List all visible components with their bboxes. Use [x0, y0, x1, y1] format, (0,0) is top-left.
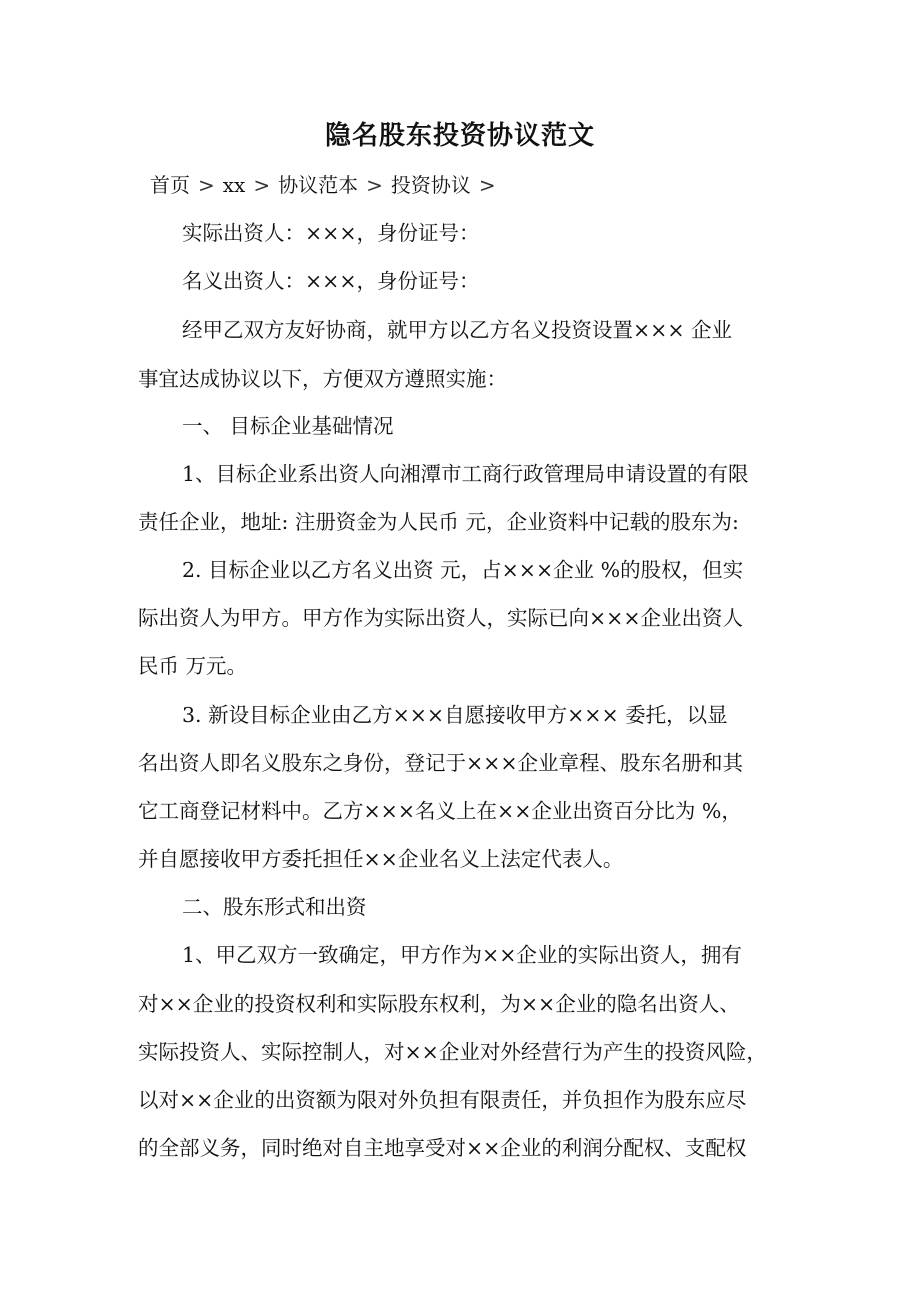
breadcrumb-xx-link[interactable]: xx — [222, 173, 246, 197]
breadcrumb-separator: > — [366, 173, 383, 197]
breadcrumb-separator: > — [253, 173, 271, 197]
body-text-line: 实际投资人、实际控制人，对××企业对外经营行为产生的投资风险， — [138, 1040, 767, 1064]
body-text-line: 责任企业，地址: 注册资金为人民币 元，企业资料中记载的股东为: — [138, 510, 739, 534]
actual-investor-line: 实际出资人：×××，身份证号： — [182, 221, 480, 245]
page-title: 隐名股东投资协议范文 — [324, 121, 595, 151]
body-text-line: 经甲乙双方友好协商，就甲方以乙方名义投资设置××× 企业 — [182, 318, 733, 342]
body-text-line: 它工商登记材料中。乙方×××名义上在××企业出资百分比为 %， — [138, 799, 742, 823]
breadcrumb-home-link[interactable]: 首页 — [150, 173, 190, 197]
body-text-line: 1、目标企业系出资人向湘潭市工商行政管理局申请设置的有限 — [182, 462, 749, 486]
body-text-line: 以对××企业的出资额为限对外负担有限责任，并负担作为股东应尽 — [138, 1088, 747, 1112]
body-text-line: 对××企业的投资权利和实际股东权利，为××企业的隐名出资人、 — [138, 992, 740, 1016]
body-text-line: 名出资人即名义股东之身份，登记于×××企业章程、股东名册和其 — [138, 751, 744, 775]
body-text-line: 事宜达成协议以下，方便双方遵照实施： — [138, 367, 507, 391]
breadcrumb-agreement-templates-link[interactable]: 协议范本 — [278, 173, 359, 197]
section-heading: 二、股东形式和出资 — [182, 895, 367, 919]
body-text-line: 的全部义务，同时绝对自主地享受对××企业的利润分配权、支配权 — [138, 1136, 747, 1160]
nominal-investor-line: 名义出资人：×××，身份证号： — [182, 269, 480, 293]
body-text-line: 并自愿接收甲方委托担任××企业名义上法定代表人。 — [138, 847, 624, 871]
breadcrumb-separator: > — [198, 173, 215, 197]
breadcrumb — [150, 170, 504, 200]
body-text-line: 3. 新设目标企业由乙方×××自愿接收甲方××× 委托，以显 — [182, 703, 728, 727]
body-text-line: 民币 万元。 — [138, 654, 248, 678]
body-text-line: 际出资人为甲方。甲方作为实际出资人，实际已向×××企业出资人 — [138, 606, 744, 630]
breadcrumb-separator: > — [478, 173, 496, 197]
body-text-line: 1、甲乙双方一致确定，甲方作为××企业的实际出资人，拥有 — [182, 943, 742, 967]
section-heading: 一、 目标企业基础情况 — [182, 414, 394, 438]
body-text-line: 2. 目标企业以乙方名义出资 元，占×××企业 %的股权，但实 — [182, 558, 744, 582]
breadcrumb-investment-agreement-link[interactable]: 投资协议 — [390, 173, 471, 197]
